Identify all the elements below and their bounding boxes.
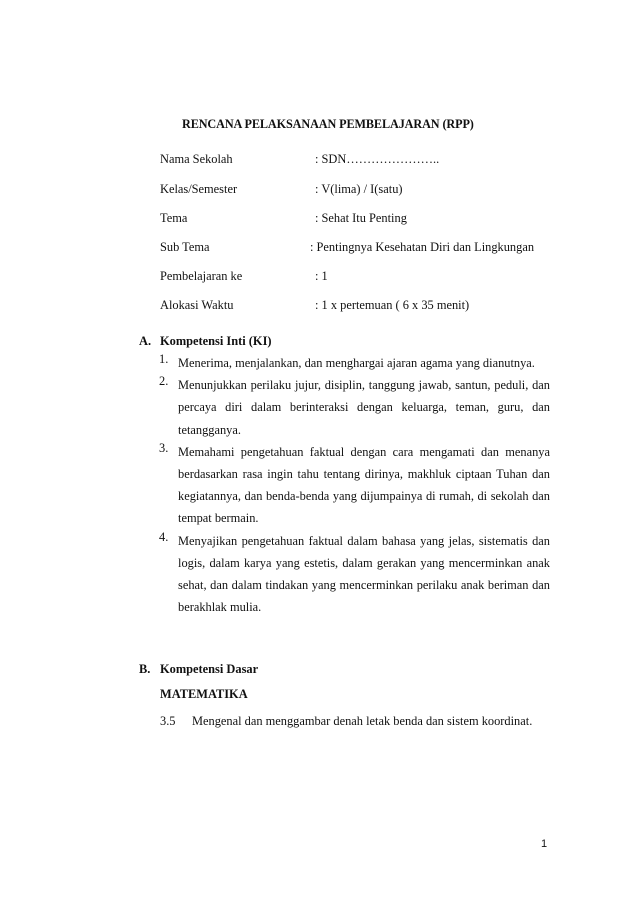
list-item-text: Memahami pengetahuan faktual dengan cara mengamati dan menanya berdasarkan rasa ingin tahu tentang dirinya, makhluk ciptaan Tuhan dan kegiatannya, dan benda-benda yang dijumpainya di rumah, di sekolah dan tempat bermain. [178, 444, 550, 526]
kd-row [160, 714, 532, 729]
list-item-text: Menyajikan pengetahuan faktual dalam bahasa yang jelas, sistematis dan logis, dalam karya yang estetis, dalam gerakan yang mencerminkan anak sehat, dan dalam tindakan yang mencerminkan perilaku anak beriman dan berakhlak mulia. [178, 533, 550, 615]
identity-label: Sub Tema [160, 240, 210, 254]
list-item-number: 4. [159, 529, 169, 544]
subject-heading: MATEMATIKA [160, 687, 248, 701]
ki-list [142, 352, 550, 618]
identity-value: : Sehat Itu Penting [315, 211, 407, 225]
list-item [142, 374, 550, 441]
identity-row [160, 240, 580, 258]
identity-value: : 1 [315, 269, 328, 283]
identity-label: Pembelajaran ke [160, 269, 243, 283]
list-item [142, 441, 550, 530]
list-item-text: Menerima, menjalankan, dan menghargai ajaran agama yang dianutnya. [178, 356, 535, 370]
identity-value: : V(lima) / I(satu) [315, 182, 403, 196]
identity-label: Nama Sekolah [160, 152, 233, 166]
page-number: 1 [541, 838, 548, 850]
identity-row [160, 211, 580, 229]
identity-row [160, 182, 580, 200]
identity-value: : SDN………………….. [315, 152, 440, 166]
list-item-number: 3. [159, 440, 169, 455]
document-title: RENCANA PELAKSANAAN PEMBELAJARAN (RPP) [182, 117, 474, 131]
list-item-text: Menunjukkan perilaku jujur, disiplin, tanggung jawab, santun, peduli, dan percaya diri dalam berinteraksi dengan keluarga, teman, guru, dan tetangganya. [178, 378, 550, 437]
kd-number: 3.5 [160, 714, 176, 728]
identity-row [160, 152, 580, 170]
section-heading [139, 334, 272, 349]
list-item-number: 1. [159, 352, 169, 366]
identity-label: Kelas/Semester [160, 182, 238, 196]
identity-row [160, 298, 580, 316]
list-item [142, 352, 550, 374]
list-item [142, 530, 550, 619]
kd-text: Mengenal dan menggambar denah letak benda dan sistem koordinat. [192, 714, 533, 728]
list-item-number: 2. [159, 374, 169, 389]
identity-label: Alokasi Waktu [160, 298, 234, 312]
section-letter: B. [139, 662, 151, 676]
identity-value: : Pentingnya Kesehatan Diri dan Lingkungan [310, 240, 535, 254]
section-title: Kompetensi Dasar [160, 662, 259, 676]
identity-value: : 1 x pertemuan ( 6 x 35 menit) [315, 298, 470, 312]
section-title: Kompetensi Inti (KI) [160, 334, 272, 348]
section-letter: A. [139, 334, 152, 348]
identity-label: Tema [160, 211, 188, 225]
identity-row [160, 269, 580, 287]
section-heading [139, 662, 258, 677]
